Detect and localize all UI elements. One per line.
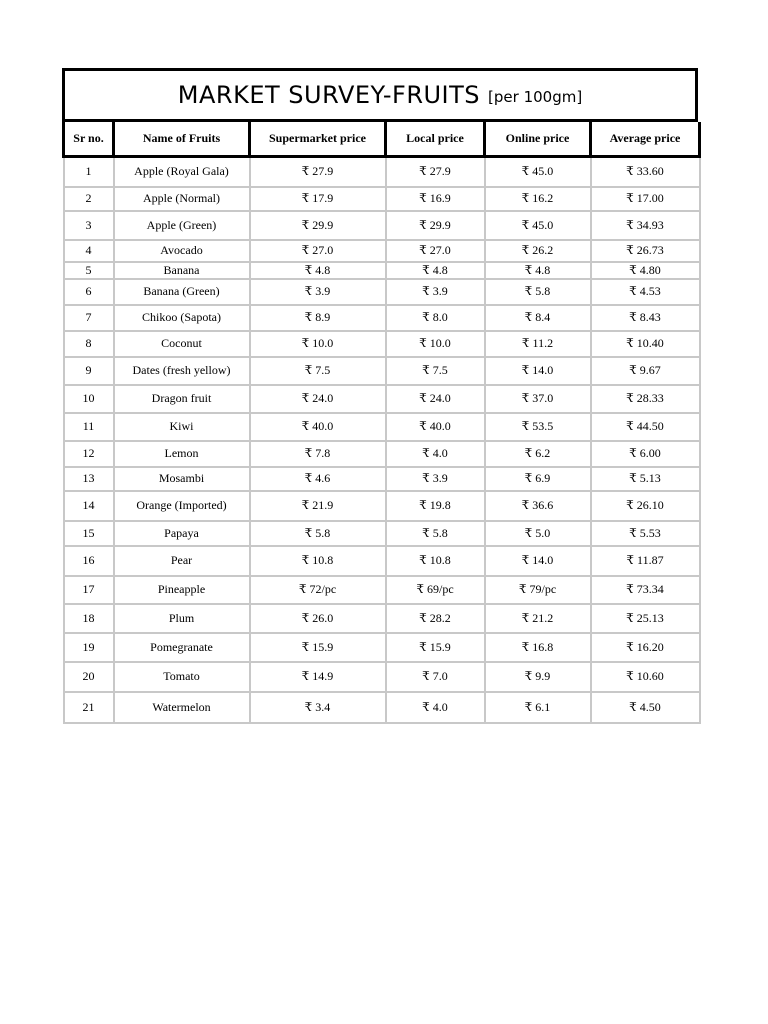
cell-fruit-name: Lemon	[114, 441, 250, 467]
header-average-price: Average price	[591, 122, 700, 157]
cell-sr-no: 1	[64, 157, 114, 187]
cell-average-price: ₹ 5.13	[591, 467, 700, 491]
cell-local-price: ₹ 15.9	[386, 633, 485, 662]
cell-online-price: ₹ 26.2	[485, 240, 591, 262]
cell-supermarket-price: ₹ 3.4	[250, 692, 386, 723]
cell-online-price: ₹ 4.8	[485, 262, 591, 279]
cell-sr-no: 16	[64, 546, 114, 576]
cell-fruit-name: Apple (Royal Gala)	[114, 157, 250, 187]
cell-average-price: ₹ 9.67	[591, 357, 700, 385]
cell-fruit-name: Orange (Imported)	[114, 491, 250, 521]
cell-supermarket-price: ₹ 8.9	[250, 305, 386, 331]
cell-fruit-name: Apple (Normal)	[114, 187, 250, 211]
cell-online-price: ₹ 6.9	[485, 467, 591, 491]
page-subtitle: [per 100gm]	[488, 88, 583, 106]
cell-local-price: ₹ 3.9	[386, 279, 485, 305]
cell-average-price: ₹ 6.00	[591, 441, 700, 467]
cell-local-price: ₹ 69/pc	[386, 576, 485, 604]
cell-sr-no: 8	[64, 331, 114, 357]
table-row	[64, 385, 700, 413]
cell-average-price: ₹ 4.80	[591, 262, 700, 279]
table-row	[64, 633, 700, 662]
cell-local-price: ₹ 4.8	[386, 262, 485, 279]
cell-average-price: ₹ 28.33	[591, 385, 700, 413]
cell-average-price: ₹ 10.60	[591, 662, 700, 692]
table-row	[64, 467, 700, 491]
table-row	[64, 576, 700, 604]
table-row	[64, 521, 700, 546]
cell-local-price: ₹ 28.2	[386, 604, 485, 633]
cell-supermarket-price: ₹ 21.9	[250, 491, 386, 521]
table-body	[64, 157, 700, 723]
table-row	[64, 413, 700, 441]
cell-sr-no: 9	[64, 357, 114, 385]
cell-average-price: ₹ 16.20	[591, 633, 700, 662]
cell-average-price: ₹ 10.40	[591, 331, 700, 357]
cell-online-price: ₹ 16.2	[485, 187, 591, 211]
cell-sr-no: 12	[64, 441, 114, 467]
cell-online-price: ₹ 36.6	[485, 491, 591, 521]
cell-sr-no: 5	[64, 262, 114, 279]
cell-sr-no: 20	[64, 662, 114, 692]
cell-fruit-name: Apple (Green)	[114, 211, 250, 240]
table-row	[64, 187, 700, 211]
table-row	[64, 441, 700, 467]
cell-average-price: ₹ 26.10	[591, 491, 700, 521]
table-row	[64, 662, 700, 692]
page-title: MARKET SURVEY-FRUITS	[177, 81, 481, 109]
header-sr-no: Sr no.	[64, 122, 114, 157]
cell-online-price: ₹ 5.8	[485, 279, 591, 305]
table-row	[64, 604, 700, 633]
header-supermarket-price: Supermarket price	[250, 122, 386, 157]
cell-sr-no: 10	[64, 385, 114, 413]
cell-sr-no: 17	[64, 576, 114, 604]
cell-online-price: ₹ 14.0	[485, 546, 591, 576]
cell-fruit-name: Pineapple	[114, 576, 250, 604]
cell-online-price: ₹ 21.2	[485, 604, 591, 633]
cell-local-price: ₹ 10.0	[386, 331, 485, 357]
cell-supermarket-price: ₹ 10.0	[250, 331, 386, 357]
cell-local-price: ₹ 8.0	[386, 305, 485, 331]
cell-average-price: ₹ 8.43	[591, 305, 700, 331]
header-name-of-fruits: Name of Fruits	[114, 122, 250, 157]
table-row	[64, 211, 700, 240]
cell-supermarket-price: ₹ 26.0	[250, 604, 386, 633]
cell-fruit-name: Avocado	[114, 240, 250, 262]
cell-online-price: ₹ 16.8	[485, 633, 591, 662]
cell-online-price: ₹ 14.0	[485, 357, 591, 385]
cell-local-price: ₹ 7.5	[386, 357, 485, 385]
table-row	[64, 692, 700, 723]
table-row	[64, 157, 700, 187]
cell-sr-no: 4	[64, 240, 114, 262]
cell-sr-no: 13	[64, 467, 114, 491]
cell-fruit-name: Pomegranate	[114, 633, 250, 662]
cell-local-price: ₹ 19.8	[386, 491, 485, 521]
table-row	[64, 331, 700, 357]
cell-supermarket-price: ₹ 24.0	[250, 385, 386, 413]
cell-supermarket-price: ₹ 5.8	[250, 521, 386, 546]
cell-fruit-name: Coconut	[114, 331, 250, 357]
cell-online-price: ₹ 79/pc	[485, 576, 591, 604]
cell-fruit-name: Watermelon	[114, 692, 250, 723]
cell-local-price: ₹ 40.0	[386, 413, 485, 441]
table-row	[64, 279, 700, 305]
cell-online-price: ₹ 6.1	[485, 692, 591, 723]
cell-online-price: ₹ 9.9	[485, 662, 591, 692]
cell-sr-no: 3	[64, 211, 114, 240]
cell-online-price: ₹ 11.2	[485, 331, 591, 357]
table-header-row	[64, 122, 700, 157]
cell-average-price: ₹ 44.50	[591, 413, 700, 441]
cell-fruit-name: Banana (Green)	[114, 279, 250, 305]
cell-local-price: ₹ 27.0	[386, 240, 485, 262]
cell-supermarket-price: ₹ 29.9	[250, 211, 386, 240]
table-row	[64, 305, 700, 331]
table-row	[64, 262, 700, 279]
cell-supermarket-price: ₹ 72/pc	[250, 576, 386, 604]
cell-fruit-name: Banana	[114, 262, 250, 279]
cell-online-price: ₹ 45.0	[485, 211, 591, 240]
cell-fruit-name: Chikoo (Sapota)	[114, 305, 250, 331]
title-box	[62, 68, 698, 122]
cell-fruit-name: Papaya	[114, 521, 250, 546]
cell-sr-no: 2	[64, 187, 114, 211]
cell-local-price: ₹ 10.8	[386, 546, 485, 576]
cell-local-price: ₹ 7.0	[386, 662, 485, 692]
cell-sr-no: 7	[64, 305, 114, 331]
cell-average-price: ₹ 11.87	[591, 546, 700, 576]
cell-supermarket-price: ₹ 40.0	[250, 413, 386, 441]
cell-supermarket-price: ₹ 4.8	[250, 262, 386, 279]
cell-online-price: ₹ 8.4	[485, 305, 591, 331]
cell-average-price: ₹ 25.13	[591, 604, 700, 633]
header-online-price: Online price	[485, 122, 591, 157]
table-row	[64, 240, 700, 262]
cell-average-price: ₹ 4.50	[591, 692, 700, 723]
table-row	[64, 491, 700, 521]
cell-sr-no: 11	[64, 413, 114, 441]
cell-supermarket-price: ₹ 10.8	[250, 546, 386, 576]
cell-local-price: ₹ 4.0	[386, 441, 485, 467]
table-row	[64, 546, 700, 576]
cell-sr-no: 6	[64, 279, 114, 305]
cell-supermarket-price: ₹ 27.9	[250, 157, 386, 187]
cell-online-price: ₹ 5.0	[485, 521, 591, 546]
cell-supermarket-price: ₹ 27.0	[250, 240, 386, 262]
cell-supermarket-price: ₹ 14.9	[250, 662, 386, 692]
cell-supermarket-price: ₹ 17.9	[250, 187, 386, 211]
cell-local-price: ₹ 4.0	[386, 692, 485, 723]
cell-sr-no: 15	[64, 521, 114, 546]
cell-online-price: ₹ 37.0	[485, 385, 591, 413]
cell-sr-no: 19	[64, 633, 114, 662]
cell-average-price: ₹ 73.34	[591, 576, 700, 604]
cell-fruit-name: Plum	[114, 604, 250, 633]
cell-fruit-name: Mosambi	[114, 467, 250, 491]
cell-local-price: ₹ 27.9	[386, 157, 485, 187]
cell-fruit-name: Tomato	[114, 662, 250, 692]
cell-fruit-name: Pear	[114, 546, 250, 576]
cell-supermarket-price: ₹ 3.9	[250, 279, 386, 305]
cell-fruit-name: Dragon fruit	[114, 385, 250, 413]
cell-online-price: ₹ 53.5	[485, 413, 591, 441]
cell-sr-no: 21	[64, 692, 114, 723]
cell-average-price: ₹ 5.53	[591, 521, 700, 546]
cell-online-price: ₹ 45.0	[485, 157, 591, 187]
cell-online-price: ₹ 6.2	[485, 441, 591, 467]
cell-local-price: ₹ 5.8	[386, 521, 485, 546]
table-row	[64, 357, 700, 385]
cell-average-price: ₹ 17.00	[591, 187, 700, 211]
cell-sr-no: 18	[64, 604, 114, 633]
cell-supermarket-price: ₹ 7.5	[250, 357, 386, 385]
cell-supermarket-price: ₹ 7.8	[250, 441, 386, 467]
cell-supermarket-price: ₹ 15.9	[250, 633, 386, 662]
price-table	[62, 122, 701, 724]
cell-local-price: ₹ 24.0	[386, 385, 485, 413]
cell-average-price: ₹ 33.60	[591, 157, 700, 187]
cell-supermarket-price: ₹ 4.6	[250, 467, 386, 491]
cell-average-price: ₹ 34.93	[591, 211, 700, 240]
cell-fruit-name: Kiwi	[114, 413, 250, 441]
cell-local-price: ₹ 16.9	[386, 187, 485, 211]
cell-local-price: ₹ 29.9	[386, 211, 485, 240]
cell-sr-no: 14	[64, 491, 114, 521]
market-survey-sheet	[62, 68, 698, 724]
header-local-price: Local price	[386, 122, 485, 157]
cell-average-price: ₹ 4.53	[591, 279, 700, 305]
cell-fruit-name: Dates (fresh yellow)	[114, 357, 250, 385]
cell-average-price: ₹ 26.73	[591, 240, 700, 262]
cell-local-price: ₹ 3.9	[386, 467, 485, 491]
